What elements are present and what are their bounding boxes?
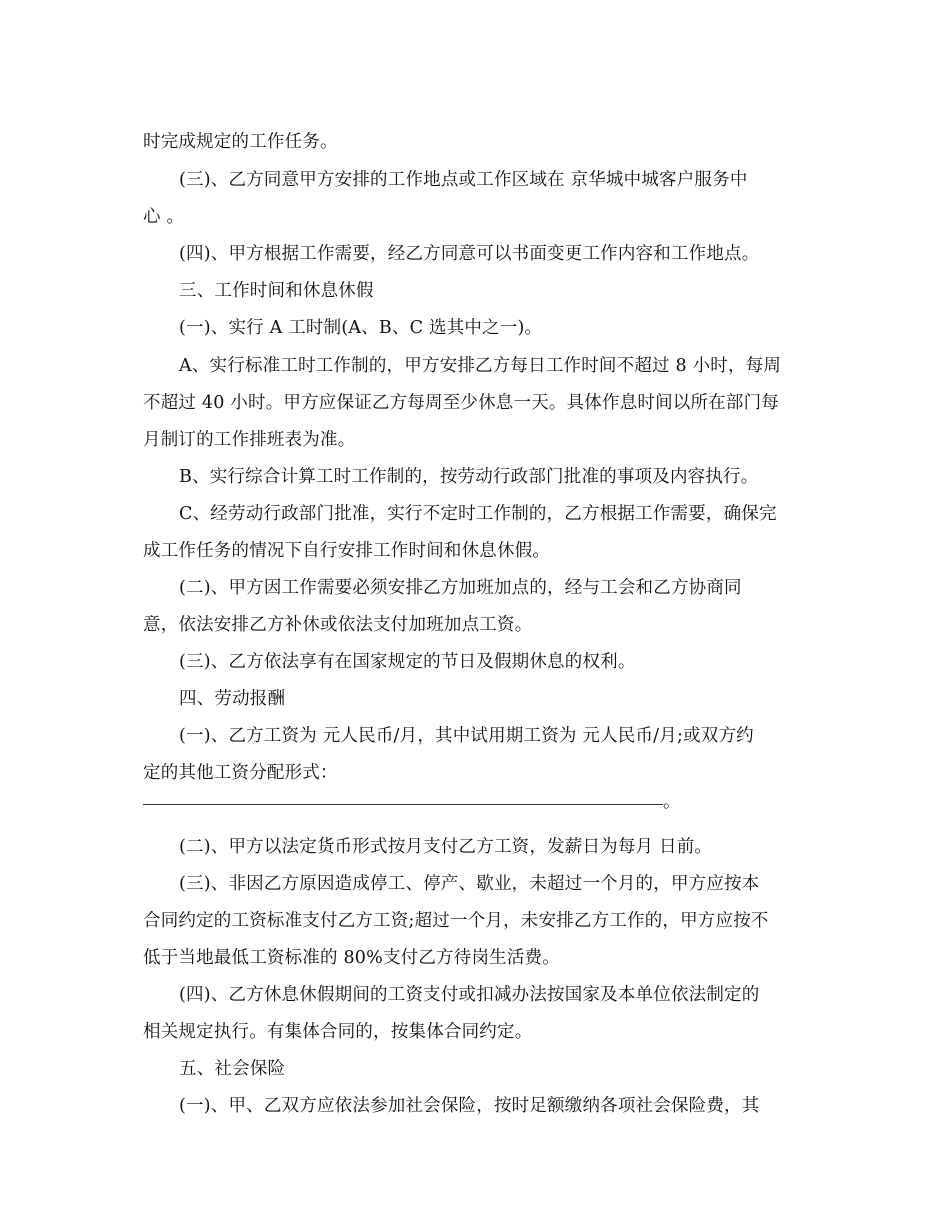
paragraph-line: (四)、乙方休息休假期间的工资支付或扣减办法按国家及本单位依法制定的: [179, 985, 760, 1005]
blank-underline: [143, 804, 663, 805]
fill-in-blank-line: [143, 790, 681, 814]
paragraph-line: 时完成规定的工作任务。: [143, 132, 338, 152]
section-heading: 三、工作时间和休息休假: [179, 281, 374, 301]
paragraph-line: (一)、甲、乙双方应依法参加社会保险，按时足额缴纳各项社会保险费，其: [179, 1096, 760, 1116]
section-heading: 五、社会保险: [179, 1059, 286, 1079]
paragraph-line: 成工作任务的情况下自行安排工作时间和休息休假。: [143, 541, 551, 561]
paragraph-line: (四)、甲方根据工作需要，经乙方同意可以书面变更工作内容和工作地点。: [179, 244, 760, 264]
paragraph-line: 意，依法安排乙方补休或依法支付加班加点工资。: [143, 615, 533, 635]
paragraph-line: 心 。: [143, 207, 185, 227]
paragraph-line: (三)、乙方同意甲方安排的工作地点或工作区域在 京华城中城客户服务中: [179, 170, 748, 190]
paragraph-line: 不超过 40 小时。甲方应保证乙方每周至少休息一天。具体作息时间以所在部门每: [143, 393, 779, 413]
blank-line-end: 。: [663, 792, 681, 812]
section-heading: 四、劳动报酬: [179, 689, 286, 709]
paragraph-line: 低于当地最低工资标准的 80%支付乙方待岗生活费。: [143, 948, 560, 968]
paragraph-line: (二)、甲方因工作需要必须安排乙方加班加点的，经与工会和乙方协商同: [179, 578, 742, 598]
paragraph-line: 月制订的工作排班表为准。: [143, 430, 356, 450]
paragraph-line: 定的其他工资分配形式：: [143, 763, 338, 783]
paragraph-line: 合同约定的工资标准支付乙方工资;超过一个月，未安排乙方工作的，甲方应按不: [143, 911, 769, 931]
paragraph-line: (一)、乙方工资为 元人民币/月，其中试用期工资为 元人民币/月;或双方约: [179, 726, 754, 746]
paragraph-line: B、实行综合计算工时工作制的，按劳动行政部门批准的事项及内容执行。: [179, 467, 759, 487]
paragraph-line: (三)、乙方依法享有在国家规定的节日及假期休息的权利。: [179, 652, 636, 672]
paragraph-line: A、实行标准工时工作制的，甲方安排乙方每日工作时间不超过 8 小时，每周: [179, 356, 782, 376]
paragraph-line: 相关规定执行。有集体合同的，按集体合同约定。: [143, 1022, 533, 1042]
paragraph-line: (一)、实行 A 工时制(A、B、C 选其中之一)。: [179, 318, 543, 338]
paragraph-line: C、经劳动行政部门批准，实行不定时工作制的，乙方根据工作需要，确保完: [179, 504, 777, 524]
paragraph-line: (二)、甲方以法定货币形式按月支付乙方工资，发薪日为每月 日前。: [179, 837, 713, 857]
paragraph-line: (三)、非因乙方原因造成停工、停产、歇业，未超过一个月的，甲方应按本: [179, 874, 760, 894]
